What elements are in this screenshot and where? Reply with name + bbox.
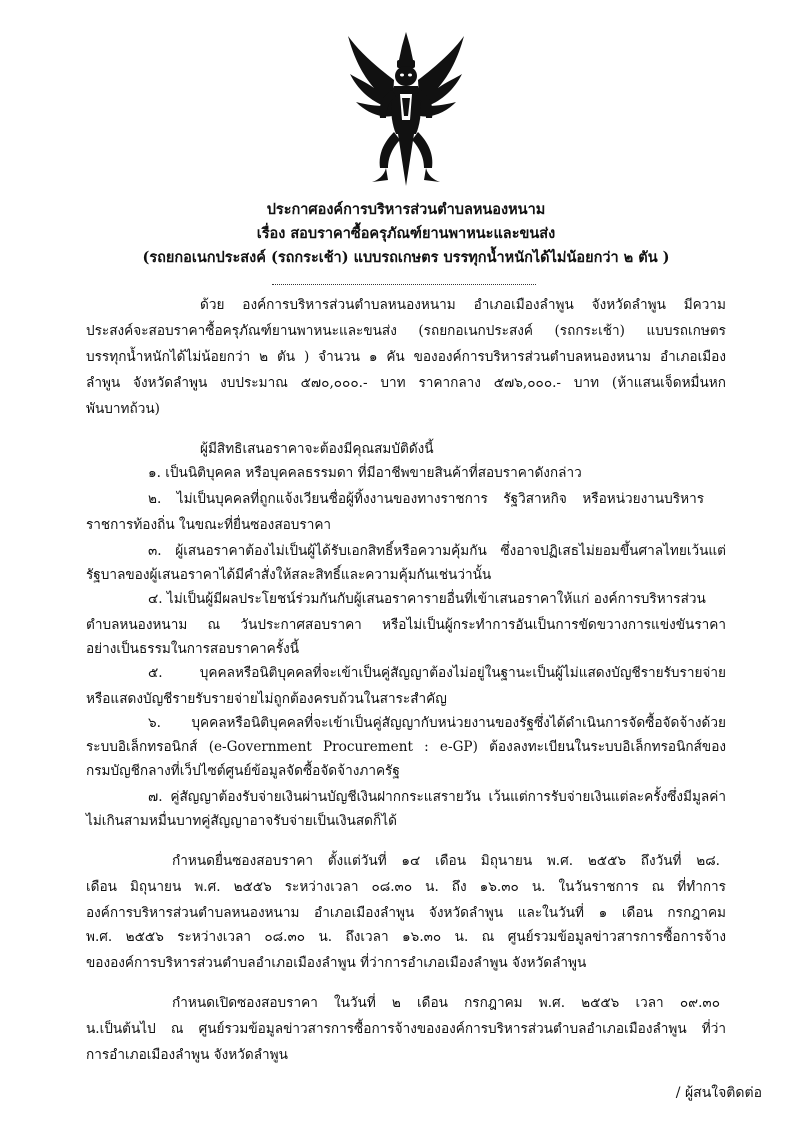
opening-line: กำหนดเปิดซองสอบราคา ในวันที่ ๒ เดือน กรกฎาคม พ.ศ. ๒๕๕๖ เวลา ๐๙.๓๐ <box>172 995 720 1011</box>
submission-line: กำหนดยื่นซองสอบราคา ตั้งแต่วันที่ ๑๔ เดือน มิถุนายน พ.ศ. ๒๕๕๖ ถึงวันที่ ๒๘. <box>172 853 720 869</box>
opening-line: การอำเภอเมืองลำพูน จังหวัดลำพูน <box>86 1047 288 1063</box>
intro-line: ลำพูน จังหวัดลำพูน งบประมาณ ๕๗๐,๐๐๐.- บาท ราคากลาง ๕๗๖,๐๐๐.- บาท (ห้าแสนเจ็ดหมื่นหก <box>86 375 726 391</box>
qualification-item: ๓. ผู้เสนอราคาต้องไม่เป็นผู้ได้รับเอกสิทธิ์หรือความคุ้มกัน ซึ่งอาจปฏิเสธไม่ยอมขึ้นศาลไทยเว้นแต่ <box>148 543 726 559</box>
qualification-item: ๕. บุคคลหรือนิติบุคคลที่จะเข้าเป็นคู่สัญญาต้องไม่อยู่ในฐานะเป็นผู้ไม่แสดงบัญชีรายรับรายจ่าย <box>148 665 726 681</box>
qualification-item: รัฐบาลของผู้เสนอราคาได้มีคำสั่งให้สละสิทธิ์และความคุ้มกันเช่นว่านั้น <box>86 567 492 583</box>
submission-line: เดือน มิถุนายน พ.ศ. ๒๕๕๖ ระหว่างเวลา ๐๘.๓๐ น. ถึง ๑๖.๓๐ น. ในวันราชการ ณ ที่ทำการ <box>86 879 726 895</box>
submission-line: องค์การบริหารส่วนตำบลหนองหนาม อำเภอเมืองลำพูน จังหวัดลำพูน และในวันที่ ๑ เดือน กรกฎาคม <box>86 905 726 921</box>
qualification-item: หรือแสดงบัญชีรายรับรายจ่ายไม่ถูกต้องครบถ้วนในสาระสำคัญ <box>86 691 447 707</box>
submission-line: ขององค์การบริหารส่วนตำบลอำเภอเมืองลำพูน ที่ว่าการอำเภอเมืองลำพูน จังหวัดลำพูน <box>86 955 587 971</box>
dotted-divider <box>272 284 536 285</box>
qualification-item: ๖. บุคคลหรือนิติบุคคลที่จะเข้าเป็นคู่สัญญากับหน่วยงานของรัฐซึ่งได้ดำเนินการจัดซื้อจัดจ้างด้วย <box>148 715 726 731</box>
intro-line: ประสงค์จะสอบราคาซื้อครุภัณฑ์ยานพาหนะและขนส่ง (รถยกอเนกประสงค์ (รถกระเช้า) แบบรถเกษตร <box>86 323 726 339</box>
qualification-item: กรมบัญชีกลางที่เว็ปไซต์ศูนย์ข้อมูลจัดซื้อจัดจ้างภาครัฐ <box>86 763 400 779</box>
qualification-item: อย่างเป็นธรรมในการสอบราคาครั้งนี้ <box>86 641 299 657</box>
qualification-item: ราชการท้องถิ่น ในขณะที่ยื่นซองสอบราคา <box>86 517 332 533</box>
qualification-item: ๑. เป็นนิติบุคคล หรือบุคคลธรรมดา ที่มีอาชีพขายสินค้าที่สอบราคาดังกล่าว <box>148 465 582 481</box>
qualification-item: ๔. ไม่เป็นผู้มีผลประโยชน์ร่วมกันกับผู้เสนอราคารายอื่นที่เข้าเสนอราคาให้แก่ องค์การบริหารส่วน <box>148 591 706 607</box>
announcement-subject: เรื่อง สอบราคาซื้อครุภัณฑ์ยานพาหนะและขนส่ง <box>256 225 556 242</box>
qualification-item: ๗. คู่สัญญาต้องรับจ่ายเงินผ่านบัญชีเงินฝากกระแสรายวัน เว้นแต่การรับจ่ายเงินแต่ละครั้งซึ่งมีมูลค่า <box>148 789 726 805</box>
qualification-item: ตำบลหนองหนาม ณ วันประกาศสอบราคา หรือไม่เป็นผู้กระทำการอันเป็นการขัดขวางการแข่งขันราคา <box>86 617 726 633</box>
intro-line: บรรทุกน้ำหนักได้ไม่น้อยกว่า ๒ ตัน ) จำนวน ๑ คัน ขององค์การบริหารส่วนตำบลหนองหนาม อำเภอเมือง <box>86 349 726 365</box>
qualifications-heading: ผู้มีสิทธิเสนอราคาจะต้องมีคุณสมบัติดังนี้ <box>200 441 434 457</box>
continued-note: / ผู้สนใจติดต่อ <box>675 1085 762 1101</box>
announcement-subject-detail: (รถยกอเนกประสงค์ (รถกระเช้า) แบบรถเกษตร บรรทุกน้ำหนักได้ไม่น้อยกว่า ๒ ตัน ) <box>142 249 670 266</box>
announcement-title: ประกาศองค์การบริหารส่วนตำบลหนองหนาม <box>266 201 546 218</box>
submission-line: พ.ศ. ๒๕๕๖ ระหว่างเวลา ๐๘.๓๐ น. ถึงเวลา ๑๖.๓๐ น. ณ ศูนย์รวมข้อมูลข่าวสารการซื้อการจ้าง <box>86 929 726 945</box>
intro-line: พันบาทถ้วน) <box>86 401 160 417</box>
qualification-item: ระบบอิเล็กทรอนิกส์ (e-Government Procurement : e-GP) ต้องลงทะเบียนในระบบอิเล็กทรอนิกส์ของ <box>86 739 726 755</box>
qualification-item: ไม่เกินสามหมื่นบาทคู่สัญญาอาจรับจ่ายเป็นเงินสดก็ได้ <box>86 813 397 829</box>
opening-line: น.เป็นต้นไป ณ ศูนย์รวมข้อมูลข่าวสารการซื้อการจ้างขององค์การบริหารส่วนตำบลอำเภอเมืองลำพูน ที่ว่า <box>86 1021 726 1037</box>
garuda-emblem <box>344 30 468 188</box>
qualification-item: ๒. ไม่เป็นบุคคลที่ถูกแจ้งเวียนชื่อผู้ทิ้งงานของทางราชการ รัฐวิสาหกิจ หรือหน่วยงานบริหาร <box>148 491 704 507</box>
intro-line: ด้วย องค์การบริหารส่วนตำบลหนองหนาม อำเภอเมืองลำพูน จังหวัดลำพูน มีความ <box>200 297 726 313</box>
